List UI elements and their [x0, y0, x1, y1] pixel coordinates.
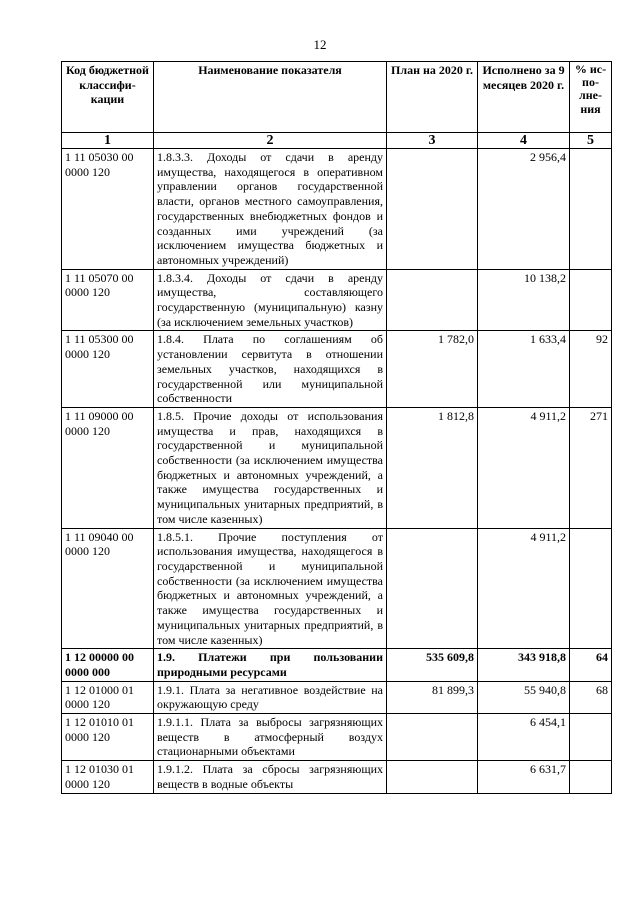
- name-cell: 1.8.5. Прочие доходы от использования имущества и прав, находящихся в государственной и муниципальной собственности (за исключением имущества бюджетных и автономных учреждений, а также имущества государственных и муниципальных унитарных предприятий, в том числе казенных): [154, 407, 387, 528]
- percent-cell: 68: [570, 681, 612, 713]
- column-number: 4: [478, 133, 570, 149]
- plan-cell: 81 899,3: [387, 681, 478, 713]
- code-cell: 1 12 01030 01 0000 120: [62, 761, 154, 793]
- table-row: [62, 331, 612, 408]
- executed-cell: 1 633,4: [478, 331, 570, 408]
- plan-cell: [387, 269, 478, 331]
- executed-cell: 4 911,2: [478, 407, 570, 528]
- code-cell: 1 11 05300 00 0000 120: [62, 331, 154, 408]
- column-number: 1: [62, 133, 154, 149]
- table-row: [62, 649, 612, 681]
- header-name: Наименование показателя: [154, 62, 387, 133]
- column-number: 3: [387, 133, 478, 149]
- table-row: [62, 269, 612, 331]
- percent-cell: [570, 149, 612, 270]
- executed-cell: 6 631,7: [478, 761, 570, 793]
- code-cell: 1 12 00000 00 0000 000: [62, 649, 154, 681]
- budget-table: [61, 61, 612, 794]
- executed-cell: 6 454,1: [478, 714, 570, 761]
- name-cell: 1.9.1. Плата за негативное воздействие на окружающую среду: [154, 681, 387, 713]
- table-row: [62, 149, 612, 270]
- column-number: 2: [154, 133, 387, 149]
- plan-cell: [387, 714, 478, 761]
- table-row: [62, 528, 612, 649]
- header-executed: Исполнено за 9 месяцев 2020 г.: [478, 62, 570, 133]
- percent-cell: [570, 761, 612, 793]
- percent-cell: [570, 269, 612, 331]
- name-cell: 1.8.5.1. Прочие поступления от использования имущества, находящегося в государственной и муниципальной собственности (за исключением имущества бюджетных и автономных учреждений, а также имущества государственных и муниципальных унитарных предприятий, в том числе казенных): [154, 528, 387, 649]
- percent-cell: [570, 528, 612, 649]
- code-cell: 1 11 05070 00 0000 120: [62, 269, 154, 331]
- code-cell: 1 11 05030 00 0000 120: [62, 149, 154, 270]
- percent-cell: 271: [570, 407, 612, 528]
- column-number: 5: [570, 133, 612, 149]
- page-number: 12: [313, 37, 327, 52]
- header-row: [62, 62, 612, 133]
- executed-cell: 55 940,8: [478, 681, 570, 713]
- code-cell: 1 12 01010 01 0000 120: [62, 714, 154, 761]
- plan-cell: [387, 528, 478, 649]
- table-row: [62, 407, 612, 528]
- table-row: [62, 761, 612, 793]
- percent-cell: 92: [570, 331, 612, 408]
- table-row: [62, 681, 612, 713]
- header-code: Код бюджетной классифи-кации: [62, 62, 154, 133]
- header-plan: План на 2020 г.: [387, 62, 478, 133]
- plan-cell: 535 609,8: [387, 649, 478, 681]
- percent-cell: [570, 714, 612, 761]
- plan-cell: 1 782,0: [387, 331, 478, 408]
- executed-cell: 2 956,4: [478, 149, 570, 270]
- name-cell: 1.8.3.3. Доходы от сдачи в аренду имущества, находящегося в оперативном управлении органов государственной власти, органов местного самоуправления, государственных внебюджетных фондов и созданных ими учреждений (за исключением имущества бюджетных и автономных учреждений): [154, 149, 387, 270]
- code-cell: 1 11 09000 00 0000 120: [62, 407, 154, 528]
- plan-cell: [387, 761, 478, 793]
- table-row: [62, 714, 612, 761]
- column-numbers-row: [62, 133, 612, 149]
- code-cell: 1 11 09040 00 0000 120: [62, 528, 154, 649]
- executed-cell: 343 918,8: [478, 649, 570, 681]
- plan-cell: 1 812,8: [387, 407, 478, 528]
- executed-cell: 10 138,2: [478, 269, 570, 331]
- executed-cell: 4 911,2: [478, 528, 570, 649]
- name-cell: 1.8.3.4. Доходы от сдачи в аренду имущества, составляющего государственную (муниципальную) казну (за исключением земельных участков): [154, 269, 387, 331]
- name-cell: 1.8.4. Плата по соглашениям об установлении сервитута в отношении земельных участков, находящихся в государственной или муниципальной собственности: [154, 331, 387, 408]
- code-cell: 1 12 01000 01 0000 120: [62, 681, 154, 713]
- percent-cell: 64: [570, 649, 612, 681]
- header-percent: % ис-по-лне-ния: [570, 62, 612, 133]
- name-cell: 1.9.1.1. Плата за выбросы загрязняющих веществ в атмосферный воздух стационарными объектами: [154, 714, 387, 761]
- plan-cell: [387, 149, 478, 270]
- name-cell: 1.9.1.2. Плата за сбросы загрязняющих веществ в водные объекты: [154, 761, 387, 793]
- name-cell: 1.9. Платежи при пользовании природными ресурсами: [154, 649, 387, 681]
